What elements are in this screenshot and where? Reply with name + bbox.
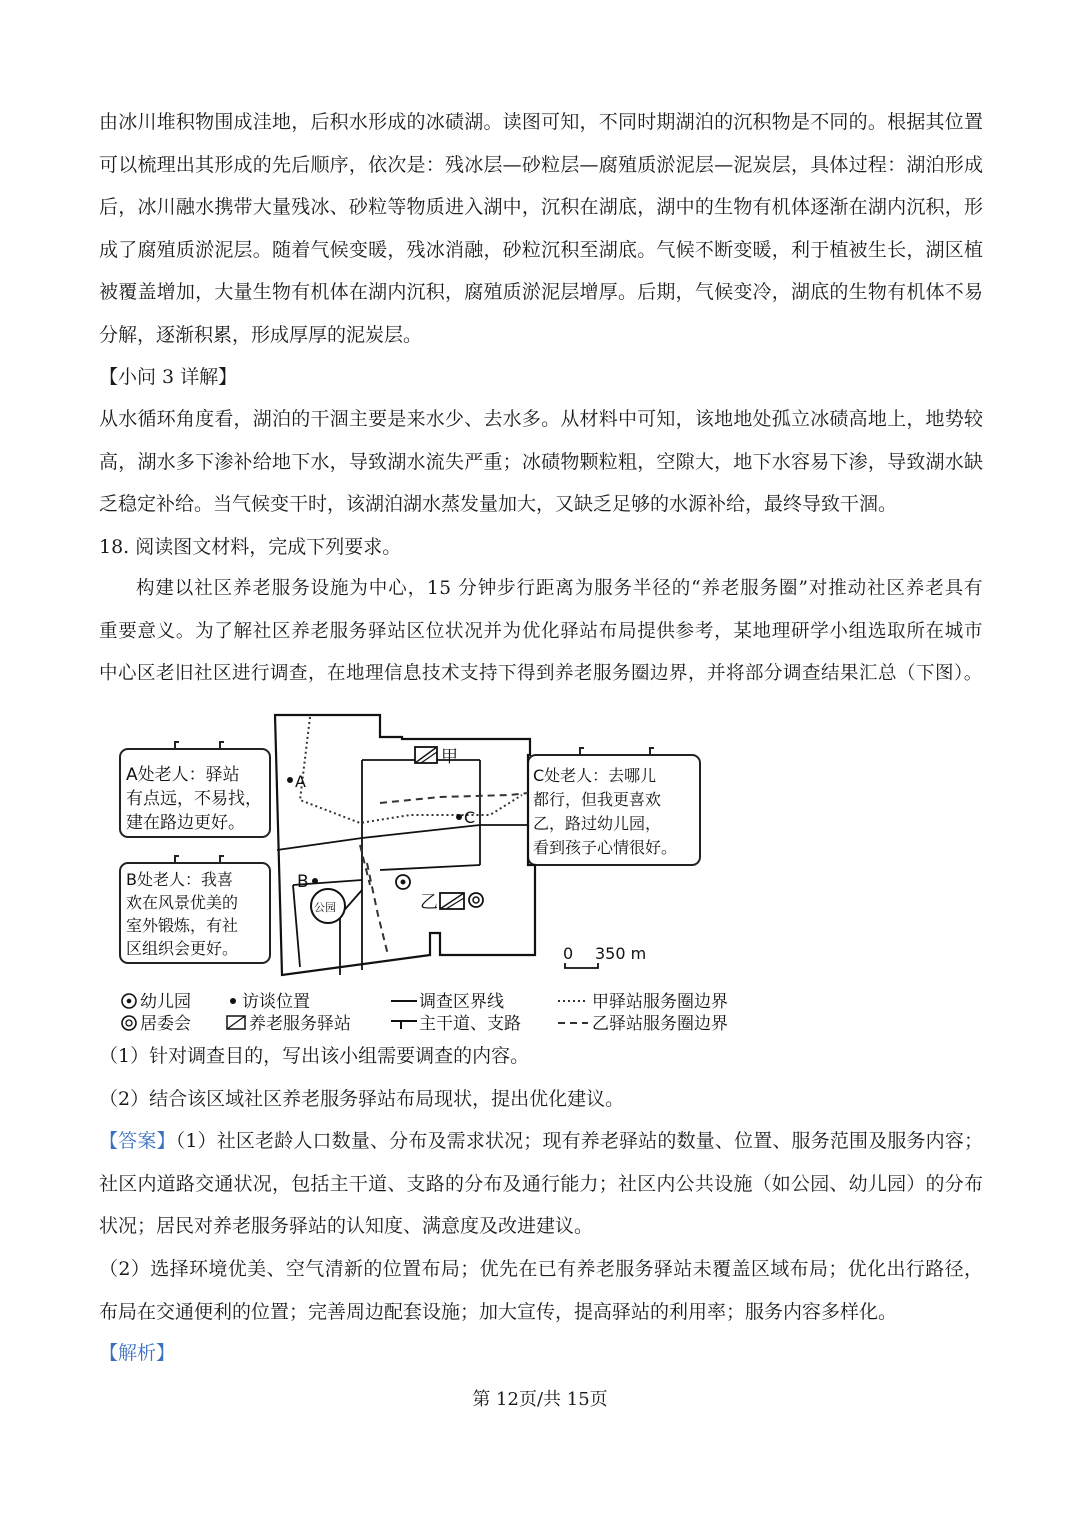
label-park: 公园: [314, 901, 336, 914]
question-18-title: 18. 阅读图文材料，完成下列要求。: [99, 536, 402, 558]
label-a: A: [295, 772, 306, 791]
legend-boundary: 调查区界线: [419, 992, 504, 1012]
scale-zero: 0: [563, 944, 574, 963]
subquestion-1: （1）针对调查目的，写出该小组需要调查的内容。: [99, 1045, 530, 1067]
interview-point-c: [456, 808, 475, 827]
answer-1-text: （1）社区老龄人口数量、分布及需求状况；现有养老驿站的数量、位置、服务范围及服务内容；社区内道路交通状况，包括主干道、支路的分布及通行能力；社区内公共设施（如公园、幼儿园）的分布状况；居民对养老服务驿站的认知度、满意度及改进建议。: [99, 1130, 983, 1237]
bubble-a: [120, 742, 270, 837]
jia-service-circle-boundary: [300, 717, 522, 823]
bubble-c-line-2: 都行，但我更喜欢: [533, 790, 662, 809]
legend-committee: 居委会: [140, 1014, 191, 1034]
scale-value: 350 m: [595, 944, 647, 963]
legend-yi-circle: 乙驿站服务圈边界: [592, 1014, 728, 1034]
bubble-b: [120, 856, 270, 963]
analysis-tag: 【解析】: [99, 1342, 176, 1364]
park: [311, 889, 345, 923]
answer-part-2: （2）选择环境优美、空气清新的位置布局；优先在已有养老服务驿站未覆盖区域布局；优化出行路径，布局在交通便利的位置；完善周边配套设施；加大宣传，提高驿站的利用率；服务内容多样化。: [99, 1258, 983, 1323]
subquestion-2: （2）结合该区域社区养老服务驿站布局现状，提出优化建议。: [99, 1088, 625, 1110]
bubble-c: [528, 748, 700, 865]
legend-roads: 主干道、支路: [419, 1014, 521, 1034]
label-jia: 甲: [441, 747, 458, 767]
legend-jia-circle: 甲驿站服务圈边界: [592, 992, 728, 1012]
subquestion-3-heading: 【小问 3 详解】: [99, 366, 238, 388]
legend-kindergarten: 幼儿园: [140, 992, 191, 1012]
answer-part-1: [99, 1120, 983, 1248]
bubble-c-line-3: 乙，路过幼儿园，: [533, 814, 662, 833]
scale-bar: [563, 944, 646, 968]
label-c: C: [464, 808, 476, 827]
legend-interview: 访谈位置: [242, 992, 310, 1012]
bubble-a-line-1: A处老人：驿站: [126, 765, 240, 785]
paragraph-glacier-lake: 由冰川堆积物围成洼地，后积水形成的冰碛湖。读图可知，不同时期湖泊的沉积物是不同的。根据其位置可以梳理出其形成的先后顺序，依次是：残冰层—砂粒层—腐殖质淤泥层—泥炭层，具体过程：湖泊形成后，冰川融水携带大量残冰、砂粒等物质进入湖中，沉积在湖底，湖中的生物有机体逐渐在湖内沉积，形成了腐殖质淤泥层。随着气候变暖，残冰消融，砂粒沉积至湖底。气候不断变暖，利于植被生长，湖区植被覆盖增加，大量生物有机体在湖内沉积，腐殖质淤泥层增厚。后期，气候变冷，湖底的生物有机体不易分解，逐渐积累，形成厚厚的泥炭层。: [99, 111, 983, 346]
road-network: [277, 760, 528, 975]
station-jia: [415, 747, 458, 767]
bubble-b-line-4: 区组织会更好。: [126, 939, 239, 958]
label-yi: 乙: [420, 892, 438, 913]
committee-icon: [469, 893, 483, 907]
bubble-b-line-3: 室外锻炼，有社: [126, 916, 239, 935]
yi-service-circle-boundary: [360, 793, 528, 955]
bubble-b-line-2: 欢在风景优美的: [126, 893, 239, 912]
kindergarten-icon: [396, 875, 410, 889]
station-yi: [420, 892, 464, 913]
interview-point-b: [297, 872, 318, 892]
bubble-a-line-2: 有点远，不易找，: [126, 789, 262, 809]
bubble-b-line-1: B处老人：我喜: [126, 870, 233, 889]
answer-tag: 【答案】: [99, 1130, 176, 1152]
label-b: B: [297, 872, 309, 892]
legend: [122, 992, 728, 1034]
paragraph-lake-drying: 从水循环角度看，湖泊的干涸主要是来水少、去水多。从材料中可知，该地地处孤立冰碛高地上，地势较高，湖水多下渗补给地下水，导致湖水流失严重；冰碛物颗粒粗，空隙大，地下水容易下渗，导致湖水缺乏稳定补给。当气候变干时，该湖泊湖水蒸发量加大，又缺乏足够的水源补给，最终导致干涸。: [99, 408, 983, 515]
bubble-a-line-3: 建在路边更好。: [126, 813, 245, 833]
interview-point-a: [287, 772, 306, 791]
question-18-material: 构建以社区养老服务设施为中心，15 分钟步行距离为服务半径的“养老服务圈”对推动社区养老具有重要意义。为了解社区养老服务驿站区位状况并为优化驿站布局提供参考，某地理研学小组选取所在城市中心区老旧社区进行调查，在地理信息技术支持下得到养老服务圈边界，并将部分调查结果汇总（下图）。: [99, 578, 983, 684]
community-survey-map: [110, 705, 770, 1040]
page-number-footer: 第 12页/共 15页: [472, 1389, 608, 1410]
bubble-c-line-1: C处老人：去哪儿: [533, 766, 657, 785]
legend-station: 养老服务驿站: [249, 1014, 351, 1034]
bubble-c-line-4: 看到孩子心情很好。: [533, 838, 678, 857]
